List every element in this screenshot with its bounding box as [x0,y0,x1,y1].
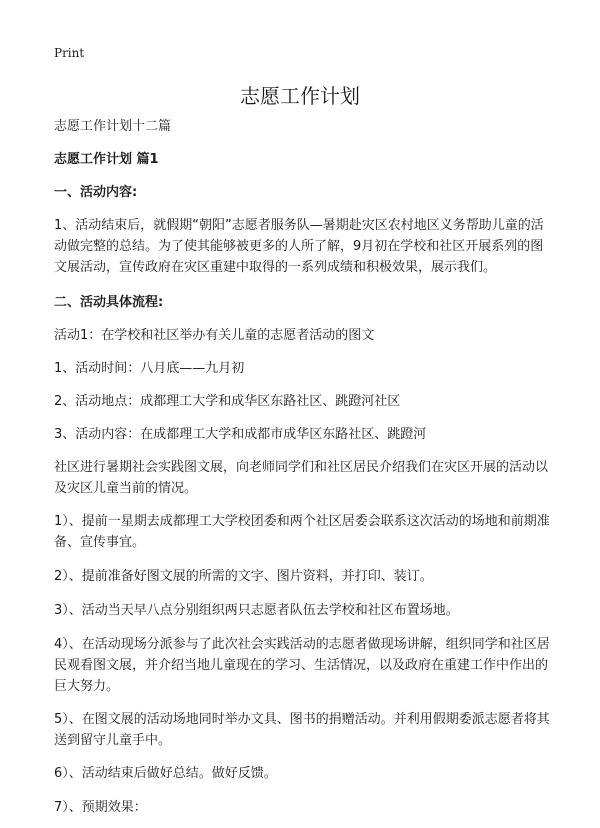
paragraph: 2）、提前准备好图文展的所需的文字、图片资料，并打印、装订。 [54,569,433,584]
paragraph: 活动1：在学校和社区举办有关儿童的志愿者活动的图文 [54,328,375,343]
paragraph: 6）、活动结束后做好总结。做好反馈。 [54,766,277,781]
paragraph: 1）、提前一星期去成都理工大学校团委和两个社区居委会联系这次活动的场地和前期准备、宣传事宜。 [54,514,550,550]
paragraph: 社区进行暑期社会实践图文展，向老师同学们和社区居民介绍我们在灾区开展的活动以及灾区儿童当前的情况。 [54,460,549,496]
document-title: 志愿工作计划 [240,84,360,108]
section-heading: 二、活动具体流程: [54,295,164,310]
paragraph: 5）、在图文展的活动场地同时举办文具、图书的捐赠活动。并利用假期委派志愿者将其送到留守儿童手中。 [54,712,550,748]
paragraph: 1、活动时间：八月底——九月初 [54,361,245,376]
paragraph: 志愿工作计划十二篇 [54,119,172,134]
paragraph: 3）、活动当天早八点分别组织两只志愿者队伍去学校和社区布置场地。 [54,603,459,618]
paragraph: 2、活动地点：成都理工大学和成华区东路社区、跳蹬河社区 [54,394,401,409]
paragraph: 1、活动结束后，就假期“朝阳”志愿者服务队—暑期赴灾区农村地区义务帮助儿童的活动做完整的总结。为了使其能够被更多的人所了解，9月初在学校和社区开展系列的图文展活动，宣传政府在灾区重建中取得的一系列成绩和积极效果，展示我们。 [54,218,544,275]
paragraph: 7）、预期效果： [54,800,147,815]
section-heading: 志愿工作计划 篇1 [54,152,159,167]
paragraph: 4）、在活动现场分派参与了此次社会实践活动的志愿者做现场讲解，组织同学和社区居民观看图文展，并介绍当地儿童现在的学习、生活情况，以及政府在重建工作中作出的巨大努力。 [54,637,550,694]
print-link[interactable]: Print [54,46,85,60]
document-body [54,116,554,818]
section-heading: 一、活动内容: [54,185,138,200]
paragraph: 3、活动内容：在成都理工大学和成都市成华区东路社区、跳蹬河 [54,427,427,442]
